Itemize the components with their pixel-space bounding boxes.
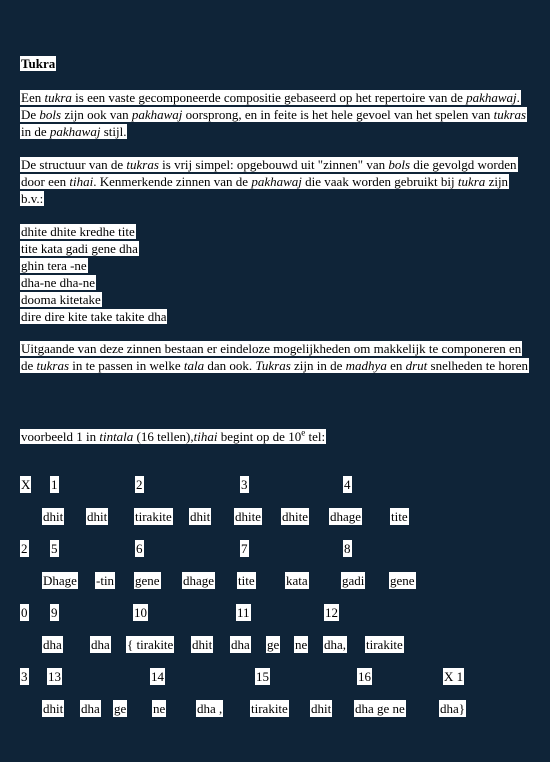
bol-cell: dhit — [190, 509, 211, 524]
text-run: drut — [405, 358, 428, 373]
bol-cell: dhit — [43, 509, 64, 524]
beat-number: 3 — [21, 669, 28, 684]
beat-number: 4 — [344, 477, 351, 492]
beat-number-row — [0, 668, 550, 685]
text-run: snelheden te horen — [427, 358, 528, 373]
beat-number: 12 — [325, 605, 338, 620]
bol-cell: dha — [81, 701, 100, 716]
text-run: tukra — [44, 90, 72, 105]
text-run: in te passen in welke — [69, 358, 184, 373]
bols-line: tite kata gadi gene dha — [21, 241, 138, 256]
text-run: Een — [21, 90, 45, 105]
text-run: bols — [39, 107, 62, 122]
beat-number: X — [21, 477, 31, 492]
text-run: begint op de 10 — [217, 429, 302, 444]
beat-number: 0 — [21, 605, 28, 620]
text-run: zijn ook van — [61, 107, 132, 122]
text-run-group — [20, 341, 529, 373]
beat-number: 1 — [51, 477, 58, 492]
bols-row — [0, 636, 550, 653]
bol-cell: ne — [153, 701, 166, 716]
bol-cell: -tin — [96, 573, 115, 588]
text-run: tukras — [493, 107, 527, 122]
text-run-group — [20, 429, 326, 444]
bols-line: dire dire kite take takite dha — [21, 309, 167, 324]
beat-number: 9 — [51, 605, 58, 620]
text-run: Uitgaande van deze zinnen bestaan er eindeloze mogelijkheden om makkelijk te componeren en de — [21, 341, 522, 373]
text-run: is een vaste gecomponeerde compositie gebaseerd op het repertoire van de — [71, 90, 467, 105]
bol-cell: { tirakite — [127, 637, 174, 652]
bol-cell: Dhage — [43, 573, 77, 588]
composition-paragraph — [20, 340, 530, 374]
beat-number: X 1 — [444, 669, 464, 684]
text-run: e — [301, 427, 306, 438]
beat-number: 5 — [51, 541, 58, 556]
text-run: is vrij simpel: opgebouwd uit "zinnen" van — [158, 157, 389, 172]
bol-cell: gene — [390, 573, 415, 588]
text-run: in de — [21, 124, 50, 139]
beat-number-row — [0, 540, 550, 557]
bols-line: dha-ne dha-ne — [21, 275, 95, 290]
beat-number: 7 — [241, 541, 248, 556]
bol-cell: dhit — [192, 637, 213, 652]
beat-number: 2 — [21, 541, 28, 556]
text-run: tukras — [126, 157, 159, 172]
bols-line: ghin tera -ne — [21, 258, 87, 273]
text-run: pakhawaj — [131, 107, 183, 122]
bol-cell: dhit — [43, 701, 64, 716]
bol-cell: ge — [267, 637, 280, 652]
bol-cell: dhage — [330, 509, 362, 524]
bol-cell: tite — [391, 509, 408, 524]
bol-cell: dhit — [87, 509, 108, 524]
beat-number: 2 — [136, 477, 143, 492]
title-text: Tukra — [21, 56, 56, 71]
bols-list — [20, 223, 167, 325]
beat-number: 3 — [241, 477, 248, 492]
text-run: dan ook. — [204, 358, 256, 373]
document-title — [20, 55, 56, 72]
example-intro — [20, 428, 326, 445]
text-run: madhya — [345, 358, 387, 373]
structure-paragraph — [20, 156, 530, 207]
bol-cell: dha ge ne — [355, 701, 405, 716]
beat-number: 15 — [256, 669, 269, 684]
beat-number: 10 — [134, 605, 147, 620]
text-run: . De — [21, 90, 520, 122]
text-run: pakhawaj — [49, 124, 101, 139]
text-run: bols — [388, 157, 411, 172]
bols-line: dooma kitetake — [21, 292, 101, 307]
text-run: Tukras — [255, 358, 291, 373]
bols-row — [0, 572, 550, 589]
text-run: die gevolgd worden door een — [21, 157, 517, 189]
text-run: voorbeeld 1 in — [21, 429, 100, 444]
beat-number: 13 — [48, 669, 61, 684]
bol-cell: gene — [135, 573, 160, 588]
beat-number: 8 — [344, 541, 351, 556]
text-run: tihai — [69, 174, 94, 189]
bol-cell: dhite — [282, 509, 308, 524]
text-run: en — [386, 358, 406, 373]
text-run-group — [20, 90, 527, 139]
text-run: oorsprong, en in feite is het hele gevoel van het spelen van — [182, 107, 494, 122]
bol-cell: dha — [43, 637, 62, 652]
bol-cell: dha , — [197, 701, 223, 716]
text-run: . Kenmerkende zinnen van de — [93, 174, 252, 189]
beat-number: 16 — [358, 669, 371, 684]
text-run: tala — [183, 358, 205, 373]
text-run-group — [20, 157, 518, 206]
bol-cell: dhage — [183, 573, 215, 588]
beat-number-row — [0, 476, 550, 493]
beat-number: 6 — [136, 541, 143, 556]
bols-row — [0, 508, 550, 525]
text-run: De structuur van de — [21, 157, 127, 172]
bol-cell: ne — [295, 637, 308, 652]
bols-line: dhite dhite kredhe tite — [21, 224, 135, 239]
bol-cell: tite — [238, 573, 255, 588]
text-run: die vaak worden gebruikt bij — [301, 174, 458, 189]
bols-row — [0, 700, 550, 717]
bol-cell: dhit — [311, 701, 332, 716]
text-run: tintala — [99, 429, 134, 444]
text-run: zijn b.v.: — [21, 174, 509, 206]
bol-cell: dha — [231, 637, 250, 652]
bol-cell: dhite — [235, 509, 261, 524]
text-run: tel: — [305, 429, 326, 444]
text-run: stijl. — [100, 124, 127, 139]
bol-cell: dha, — [324, 637, 347, 652]
text-run: tukras — [36, 358, 70, 373]
text-run: tukra — [457, 174, 486, 189]
beat-number: 14 — [151, 669, 164, 684]
beat-number-row — [0, 604, 550, 621]
intro-paragraph — [20, 89, 530, 140]
text-run: tihai — [193, 429, 218, 444]
text-run: pakhawaj — [251, 174, 302, 189]
bol-cell: tirakite — [135, 509, 172, 524]
text-run: zijn in de — [290, 358, 346, 373]
bol-cell: ge — [114, 701, 127, 716]
text-run: pakhawaj — [466, 90, 517, 105]
bol-cell: tirakite — [366, 637, 403, 652]
bol-cell: tirakite — [251, 701, 288, 716]
bol-cell: dha — [91, 637, 110, 652]
bol-cell: kata — [286, 573, 308, 588]
beat-number: 11 — [237, 605, 250, 620]
bol-cell: gadi — [342, 573, 365, 588]
bol-cell: dha} — [440, 701, 466, 716]
text-run: (16 tellen), — [133, 429, 194, 444]
